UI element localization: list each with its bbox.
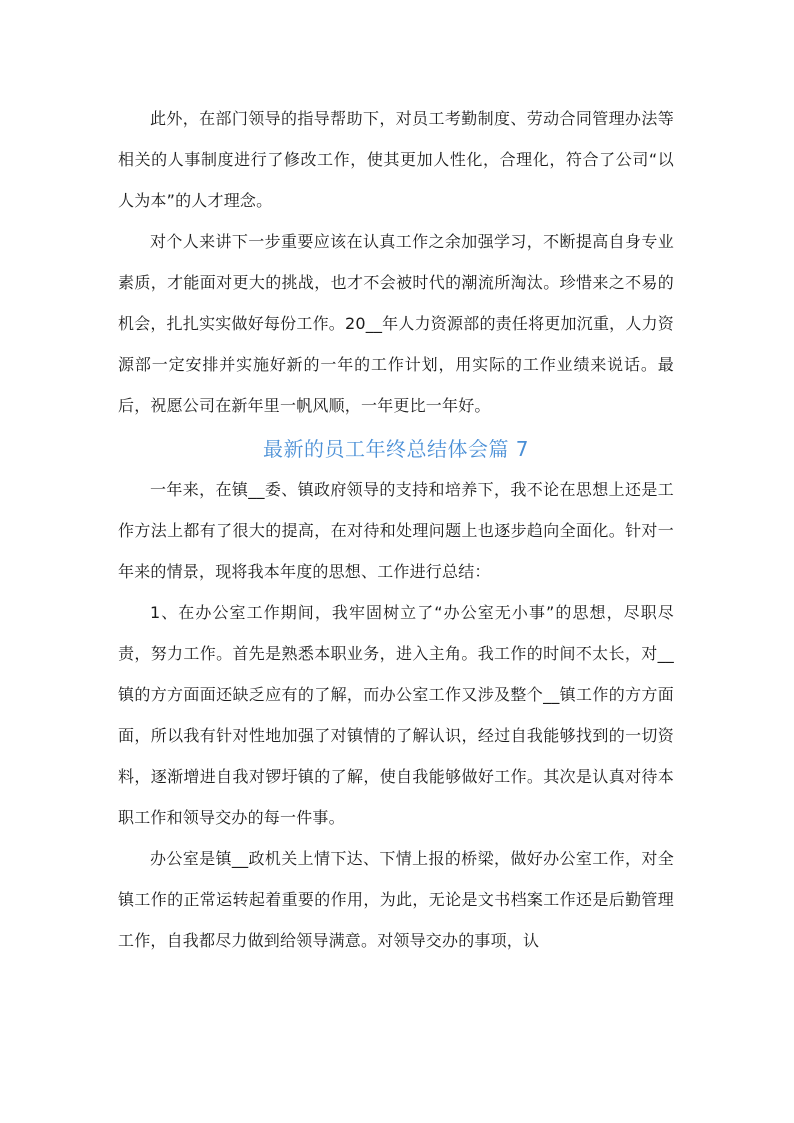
paragraph-year-summary: 一年来，在镇__委、镇政府领导的支持和培养下，我不论在思想上还是工作方法上都有了很大的提高，在对待和处理问题上也逐步趋向全面化。针对一年来的情景，现将我本年度的思想、工作进行总结： — [118, 480, 674, 581]
paragraph-office-bridge: 办公室是镇__政机关上情下达、下情上报的桥梁，做好办公室工作，对全镇工作的正常运转起着重要的作用，为此，无论是文书档案工作还是后勤管理工作，自我都尽力做到给领导满意。对领导交办的事项，认 — [118, 849, 674, 950]
paragraph-hr-revision: 此外，在部门领导的指导帮助下，对员工考勤制度、劳动合同管理办法等相关的人事制度进行了修改工作，使其更加人性化，合理化，符合了公司“以人为本”的人才理念。 — [118, 109, 674, 210]
paragraph-office-work: 1、在办公室工作期间，我牢固树立了“办公室无小事”的思想，尽职尽责，努力工作。首先是熟悉本职业务，进入主角。我工作的时间不太长，对__镇的方方面面还缺乏应有的了解，而办公室工作又涉及整个__镇工作的方方面面，所以我有针对性地加强了对镇情的了解认识，经过自我能够找到的一切资料，逐渐增进自我对锣圩镇的了解，使自我能够做好工作。其次是认真对待本职工作和领导交办的每一件事。 — [118, 603, 674, 827]
document-body — [118, 98, 674, 961]
section-heading: 最新的员工年终总结体会篇 7 — [262, 437, 530, 461]
paragraph-personal-outlook: 对个人来讲下一步重要应该在认真工作之余加强学习，不断提高自身专业素质，才能面对更大的挑战，也才不会被时代的潮流所淘汰。珍惜来之不易的机会，扎扎实实做好每份工作。20__年人力资源部的责任将更加沉重，人力资源部一定安排并实施好新的一年的工作计划，用实际的工作业绩来说话。最后，祝愿公司在新年里一帆风顺，一年更比一年好。 — [118, 232, 674, 415]
